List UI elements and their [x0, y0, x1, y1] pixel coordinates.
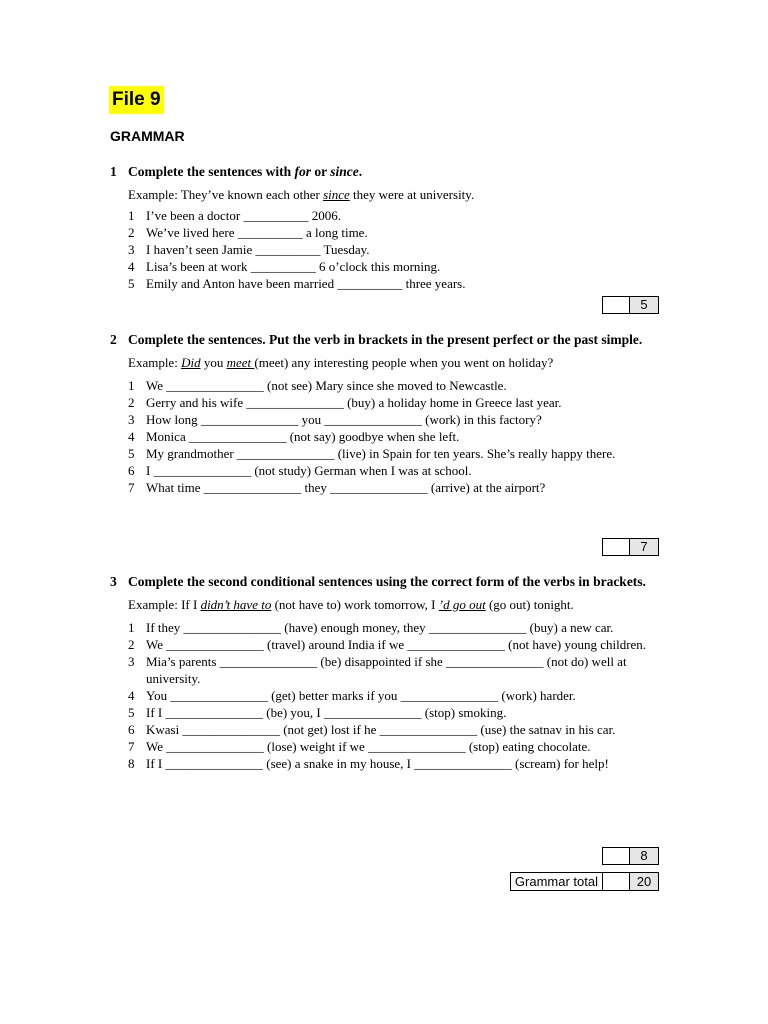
item-text: Mia’s parents _______________ (be) disappointed if she _______________ (not do) well at university.: [146, 654, 627, 686]
list-item: [110, 687, 660, 704]
list-item: [110, 394, 660, 411]
list-item: [110, 377, 660, 394]
example-text: you: [200, 355, 227, 370]
list-item: [110, 738, 660, 755]
grammar-total-max: 20: [630, 873, 658, 890]
question-1-example: [128, 186, 660, 203]
item-number: 5: [128, 446, 135, 461]
list-item: [110, 275, 660, 292]
question-3-items: [110, 619, 660, 772]
score-max: 5: [630, 297, 658, 313]
keyword-for: for: [294, 164, 311, 179]
item-text: We _______________ (not see) Mary since she moved to Newcastle.: [146, 378, 507, 393]
list-item: [110, 636, 660, 653]
item-text: If they _______________ (have) enough money, they _______________ (buy) a new car.: [146, 620, 614, 635]
instruction-text: Complete the sentences with: [128, 164, 295, 179]
list-item: [110, 462, 660, 479]
example-text: (go out) tonight.: [485, 597, 574, 612]
question-2-instruction: [110, 331, 660, 348]
item-number: 4: [128, 429, 135, 444]
question-1-instruction: [110, 163, 660, 180]
item-number: 8: [128, 756, 135, 771]
item-number: 1: [128, 620, 135, 635]
item-text: Emily and Anton have been married __________ three years.: [146, 276, 466, 291]
item-number: 6: [128, 722, 135, 737]
list-item: [110, 755, 660, 772]
list-item: [110, 207, 660, 224]
item-text: We _______________ (lose) weight if we _______________ (stop) eating chocolate.: [146, 739, 591, 754]
item-text: Gerry and his wife _______________ (buy) a holiday home in Greece last year.: [146, 395, 562, 410]
list-item: [110, 411, 660, 428]
list-item: [110, 721, 660, 738]
question-3-score-box: [602, 847, 659, 865]
list-item: [110, 445, 660, 462]
list-item: [110, 619, 660, 636]
item-text: I haven’t seen Jamie __________ Tuesday.: [146, 242, 370, 257]
score-input[interactable]: [603, 848, 630, 864]
list-item: [110, 479, 660, 496]
item-number: 5: [128, 705, 135, 720]
score-max: 8: [630, 848, 658, 864]
instruction-text: .: [358, 164, 363, 179]
item-text: You _______________ (get) better marks if you _______________ (work) harder.: [146, 688, 576, 703]
example-answer: Did: [181, 355, 201, 370]
question-number: 3: [110, 574, 117, 589]
score-max: 7: [630, 539, 658, 555]
item-number: 2: [128, 395, 135, 410]
item-text: What time _______________ they _______________ (arrive) at the airport?: [146, 480, 546, 495]
item-text: My grandmother _______________ (live) in Spain for ten years. She’s really happy there.: [146, 446, 616, 461]
item-number: 2: [128, 637, 135, 652]
item-text: We _______________ (travel) around India if we _______________ (not have) young children.: [146, 637, 647, 652]
score-input[interactable]: [603, 539, 630, 555]
list-item: [110, 224, 660, 241]
item-text: I _______________ (not study) German when I was at school.: [146, 463, 472, 478]
item-number: 3: [128, 412, 135, 427]
item-text: Monica _______________ (not say) goodbye when she left.: [146, 429, 460, 444]
item-text: If I _______________ (be) you, I _______________ (stop) smoking.: [146, 705, 507, 720]
item-text: I’ve been a doctor __________ 2006.: [146, 208, 341, 223]
question-1: [110, 163, 660, 292]
question-1-score-box: [602, 296, 659, 314]
item-number: 3: [128, 654, 135, 669]
instruction-text: Complete the second conditional sentences using the correct form of the verbs in brackets.: [128, 574, 646, 589]
score-input[interactable]: [603, 297, 630, 313]
item-number: 4: [128, 259, 135, 274]
example-answer: since: [323, 187, 350, 202]
question-3-instruction: [110, 573, 660, 590]
item-number: 2: [128, 225, 135, 240]
instruction-text: or: [310, 164, 331, 179]
list-item: [110, 258, 660, 275]
list-item: [110, 241, 660, 258]
question-2-score-box: [602, 538, 659, 556]
example-text: Example: They’ve known each other: [128, 187, 324, 202]
instruction-text: Complete the sentences. Put the verb in brackets in the present perfect or the past simple.: [128, 332, 643, 347]
example-text: Example: If I: [128, 597, 201, 612]
list-item: [110, 653, 660, 687]
example-text: Example:: [128, 355, 182, 370]
item-number: 6: [128, 463, 135, 478]
item-text: If I _______________ (see) a snake in my house, I _______________ (scream) for help!: [146, 756, 609, 771]
item-text: We’ve lived here __________ a long time.: [146, 225, 368, 240]
question-3: [110, 573, 660, 772]
example-answer: meet: [226, 355, 255, 370]
section-heading: GRAMMAR: [110, 128, 185, 144]
item-number: 7: [128, 739, 135, 754]
item-text: Kwasi _______________ (not get) lost if he _______________ (use) the satnav in his car.: [146, 722, 616, 737]
question-1-items: [110, 207, 660, 292]
file-title: File 9: [109, 86, 164, 114]
example-answer: didn’t have to: [200, 597, 272, 612]
question-3-example: [128, 596, 660, 613]
grammar-total-label: Grammar total: [511, 873, 603, 890]
item-number: 4: [128, 688, 135, 703]
list-item: [110, 704, 660, 721]
list-item: [110, 428, 660, 445]
example-text: they were at university.: [349, 187, 475, 202]
grammar-total-box: [510, 872, 659, 891]
item-number: 7: [128, 480, 135, 495]
question-2-items: [110, 377, 660, 496]
item-number: 3: [128, 242, 135, 257]
item-number: 1: [128, 378, 135, 393]
item-number: 1: [128, 208, 135, 223]
question-number: 1: [110, 164, 117, 179]
example-text: (not have to) work tomorrow, I: [271, 597, 439, 612]
question-number: 2: [110, 332, 117, 347]
keyword-since: since: [330, 164, 359, 179]
total-input[interactable]: [603, 873, 630, 890]
item-number: 5: [128, 276, 135, 291]
example-answer: ’d go out: [438, 597, 486, 612]
question-2-example: [128, 354, 660, 371]
example-text: (meet) any interesting people when you went on holiday?: [254, 355, 554, 370]
item-text: Lisa’s been at work __________ 6 o’clock this morning.: [146, 259, 441, 274]
question-2: [110, 331, 660, 496]
item-text: How long _______________ you _______________ (work) in this factory?: [146, 412, 542, 427]
